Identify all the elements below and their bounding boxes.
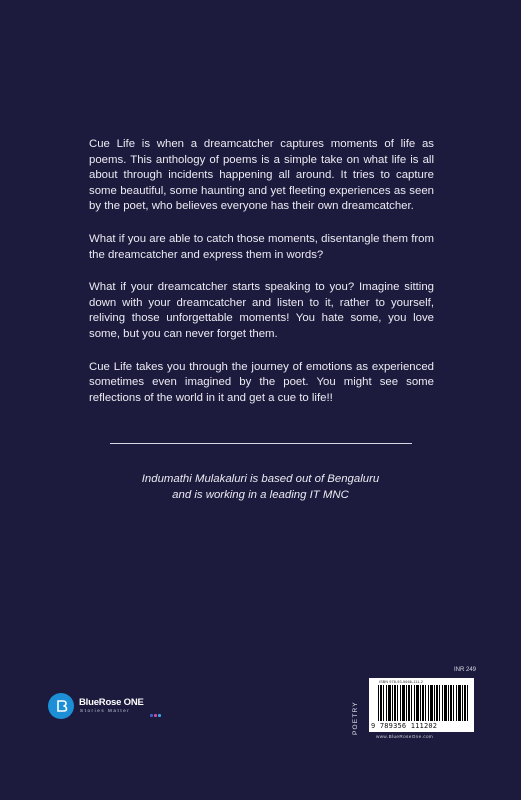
facebook-icon — [150, 714, 153, 717]
barcode-bars — [378, 685, 470, 721]
author-bio — [100, 472, 421, 503]
back-cover-blurb — [89, 137, 434, 423]
author-bio-line-1: Indumathi Mulakaluri is based out of Bengaluru — [141, 473, 380, 485]
publisher-tagline: Stories Matter — [80, 708, 131, 713]
bluerose-logo-icon — [48, 693, 74, 719]
twitter-icon — [158, 714, 161, 717]
social-icons — [150, 714, 161, 717]
blurb-paragraph-2: What if you are able to catch those moments, disentangle them from the dreamcatcher and express them in words? — [89, 232, 434, 261]
publisher-name: BlueRose ONE — [79, 697, 144, 708]
blurb-paragraph-4: Cue Life takes you through the journey of emotions as experienced sometimes even imagined by the poet. You might see some reflections of the world in it and get a cue to life!! — [89, 360, 434, 404]
isbn-number: ISBN 978-93-5666-111-2 — [379, 680, 424, 684]
section-divider — [110, 443, 412, 444]
publisher-logo — [48, 693, 178, 733]
author-bio-line-2: and is working in a leading IT MNC — [172, 488, 349, 501]
instagram-icon — [154, 714, 157, 717]
blurb-paragraph-3: What if your dreamcatcher starts speaking to you? Imagine sitting down with your dreamcatcher and listen to it, rather to yourself, reliving those unforgettable moments! You hate some, you love some, but you can never forget them. — [89, 281, 434, 340]
price-label: INR 249 — [454, 667, 477, 673]
blurb-paragraph-1: Cue Life is when a dreamcatcher captures moments of life as poems. This anthology of poems is a simple take on what life is all about through incidents happening all around. It tries to capture some beautiful, some haunting and yet fleeting experiences as seen by the poet, who believes everyone has their own dreamcatcher. — [89, 138, 434, 213]
barcode-digits: 9 789356 111202 — [371, 722, 438, 730]
isbn-barcode — [369, 678, 474, 732]
genre-label: POETRY — [352, 701, 359, 735]
publisher-website: www.BlueRoseOne.com — [376, 734, 434, 739]
